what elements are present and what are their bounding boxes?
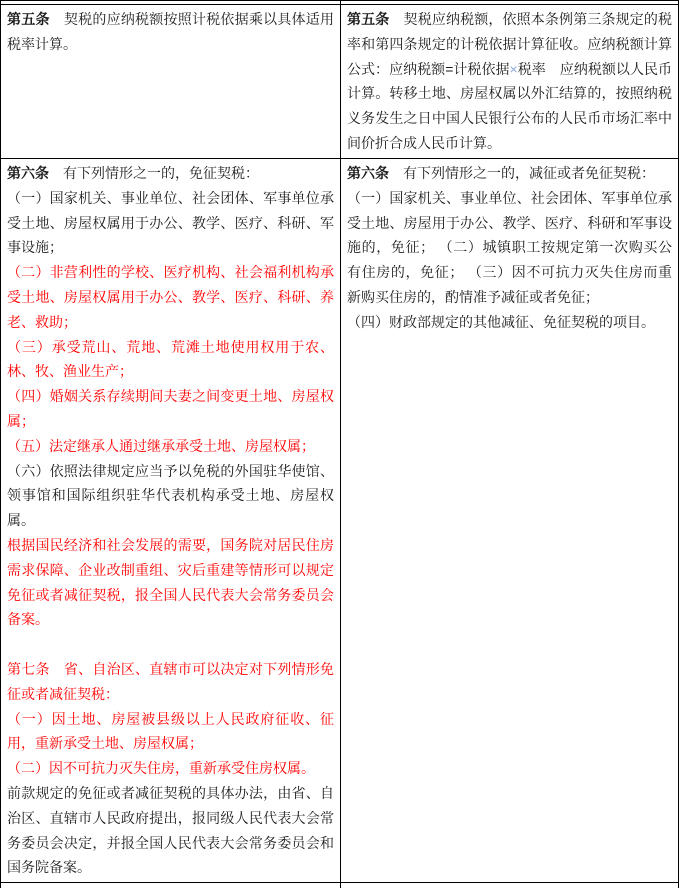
text-segment: （四）财政部规定的其他减征、免征契税的项目。 [347,313,655,330]
cell-partial-bottom-right [341,883,679,888]
paragraph [7,657,334,707]
table-row-article-6 [1,159,679,883]
cell-article5-left [1,5,341,159]
text-segment: 根据国民经济和社会发展的需要，国务院对居民住房需求保障、企业改制重组、灾后重建等情形可以规定免征或者减征契税，报全国人民代表大会常务委员会备案。 [7,536,334,628]
text-segment: （五）法定继承人通过继承承受土地、房屋权属； [7,437,315,454]
paragraph [7,186,334,260]
row-partial-bottom [1,883,679,888]
text-segment: （一）因土地、房屋被县级以上人民政府征收、征用，重新承受土地、房屋权属； [7,710,334,752]
paragraph [347,310,672,335]
paragraph [7,260,334,334]
paragraph [7,707,334,757]
paragraph [7,756,334,781]
article5-right-text [347,7,672,156]
cell-article6-right [341,159,679,883]
text-segment: 税率 应纳税额以人民币计算。转移土地、房屋权属以外汇结算的，按照纳税义务发生之日中国人民银行公布的人民币市场汇率中间价折合成人民币计算。 [347,60,673,151]
text-segment: 契税的应纳税额按照计税依据乘以具体适用税率计算。 [7,11,335,52]
table-row-article-5 [1,5,679,159]
text-segment: （四）婚姻关系存续期间夫妻之间变更土地、房屋权属； [7,388,334,429]
text-segment: （二）非营利性的学校、医疗机构、社会福利机构承受土地、房屋权属用于办公、教学、医疗、科研、养老、救助； [7,264,334,330]
text-segment: 第六条 [347,165,389,181]
article6-left-text [7,161,334,880]
text-segment: （一）国家机关、事业单位、社会团体、军事单位承受土地、房屋用于办公、教学、医疗、科研和军事设施的，免征； （二）城镇职工按规定第一次购买公有住房的，免征； （三）因不可抗力灭失住房而重新购买住房的，酌情准予减征或者免征； [347,189,672,305]
text-segment: 前款规定的免征或者减征契税的具体办法，由省、自治区、直辖市人民政府提出，报同级人民代表大会常务委员会决定，并报全国人民代表大会常务委员会和国务院备案。 [7,784,334,876]
text-segment: 省、自治区、直辖市可以决定对下列情形免征或者减征契税： [7,660,335,702]
text-segment: 契税应纳税额，依照本条例第三条规定的税率和第四条规定的计税依据计算征收。应纳税额计算公式：应纳税额=计税依据 [347,11,673,77]
text-segment: （二）因不可抗力灭失住房，重新承受住房权属。 [7,760,315,777]
paragraph [7,434,334,459]
text-segment: 第五条 [347,11,390,27]
paragraph [7,161,334,186]
article5-left-text [7,7,334,57]
text-segment: 有下列情形之一的，免征契税： [49,165,259,181]
text-segment: 有下列情形之一的，减征或者免征契税： [389,165,655,181]
text-segment: × [509,60,518,77]
paragraph [7,533,334,632]
paragraph [7,459,334,533]
text-segment: 第七条 [7,660,50,677]
cell-article5-right [341,5,679,159]
blank-line [7,632,334,657]
paragraph [347,161,672,186]
text-segment: （一）国家机关、事业单位、社会团体、军事单位承受土地、房屋权属用于办公、教学、医疗、科研、军事设施； [7,189,334,256]
cell-article6-left [1,159,341,883]
paragraph [7,7,334,57]
text-segment: 第五条 [7,11,50,27]
cell-partial-bottom-left [1,883,341,888]
paragraph [7,384,334,434]
paragraph [347,7,672,156]
paragraph [7,781,334,880]
paragraph [347,186,672,310]
text-segment: （六）依照法律规定应当予以免税的外国驻华使馆、领事馆和国际组织驻华代表机构承受土地、房屋权属。 [7,462,334,529]
text-segment: 第六条 [7,165,49,181]
paragraph [7,335,334,385]
article6-right-text [347,161,672,335]
text-segment: （三）承受荒山、荒地、荒滩土地使用权用于农、林、牧、渔业生产； [7,338,334,380]
